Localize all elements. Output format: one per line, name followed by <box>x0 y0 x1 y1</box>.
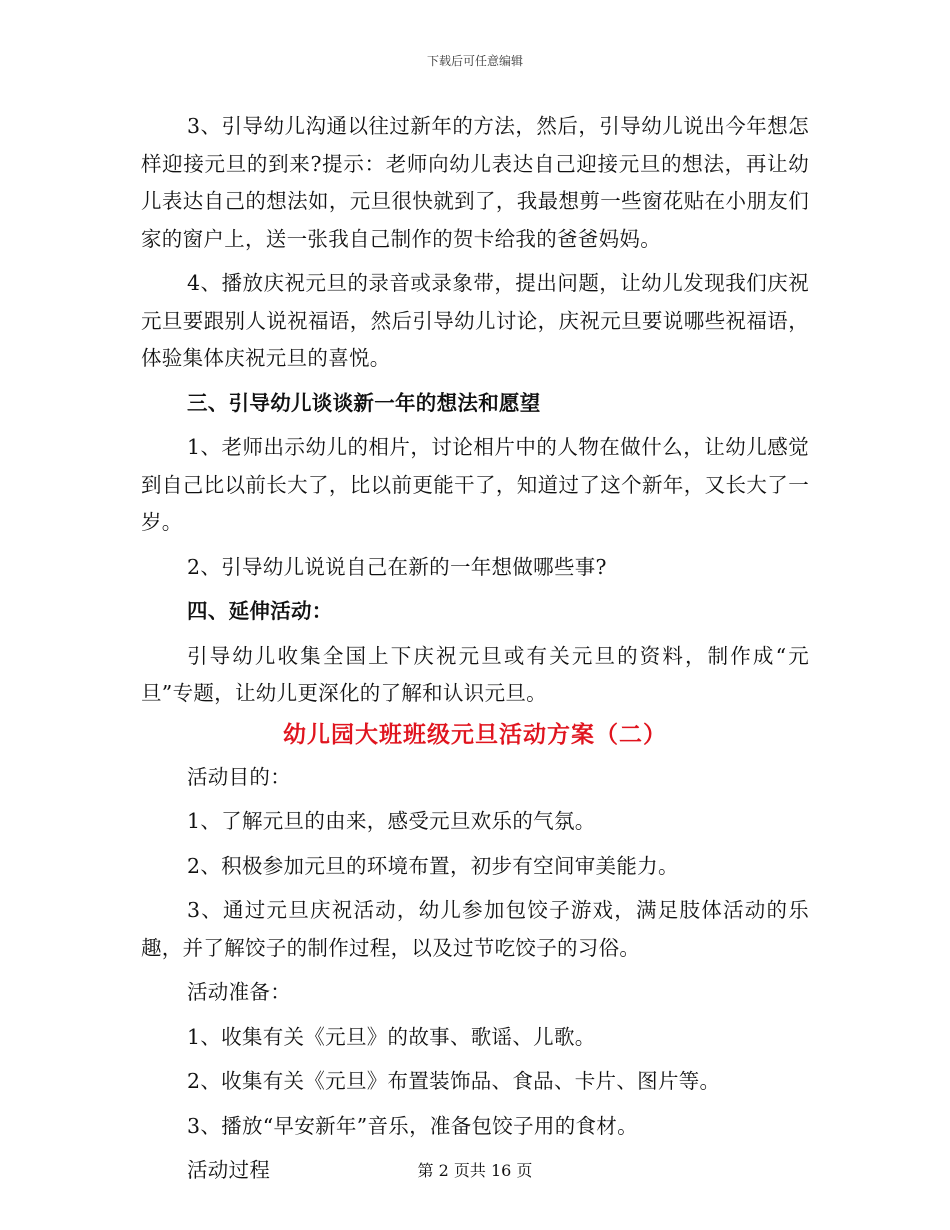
document-title: 幼儿园大班班级元旦活动方案（二） <box>283 720 667 748</box>
paragraph: 1、了解元旦的由来，感受元旦欢乐的气氛。 <box>187 809 596 833</box>
paragraph: 2、收集有关《元旦》布置装饰品、食品、卡片、图片等。 <box>187 1069 721 1093</box>
document-body <box>141 108 809 1197</box>
paragraph: 活动目的： <box>187 764 291 789</box>
paragraph: 2、积极参加元旦的环境布置，初步有空间审美能力。 <box>187 853 679 878</box>
page-footer: 第 2 页共 16 页 <box>417 1161 533 1180</box>
section-heading: 四、延伸活动： <box>187 599 333 623</box>
paragraph: 4、播放庆祝元旦的录音或录象带，提出问题，让幼儿发现我们庆祝元旦要跟别人说祝福语，然后引导幼儿讨论，庆祝元旦要说哪些祝福语，体验集体庆祝元旦的喜悦。 <box>141 271 809 370</box>
section-heading: 三、引导幼儿谈谈新一年的想法和愿望 <box>187 390 541 415</box>
paragraph: 3、通过元旦庆祝活动，幼儿参加包饺子游戏，满足肢体活动的乐趣，并了解饺子的制作过程，以及过节吃饺子的习俗。 <box>141 898 809 960</box>
paragraph: 3、播放“早安新年”音乐，准备包饺子用的食材。 <box>187 1113 638 1138</box>
paragraph: 3、引导幼儿沟通以往过新年的方法，然后，引导幼儿说出今年想怎样迎接元旦的到来?提示：老师向幼儿表达自己迎接元旦的想法，再让幼儿表达自己的想法如，元旦很快就到了，我最想剪一些窗花贴在小朋友们家的窗户上，送一张我自己制作的贺卡给我的爸爸妈妈。 <box>141 114 809 251</box>
paragraph: 引导幼儿收集全国上下庆祝元旦或有关元旦的资料，制作成“元旦”专题，让幼儿更深化的了解和认识元旦。 <box>141 643 809 705</box>
paragraph: 2、引导幼儿说说自己在新的一年想做哪些事? <box>187 554 607 579</box>
paragraph: 活动过程 <box>187 1158 271 1182</box>
paragraph: 1、收集有关《元旦》的故事、歌谣、儿歌。 <box>187 1024 596 1049</box>
paragraph: 活动准备： <box>187 980 291 1004</box>
page-header: 下载后可任意编辑 <box>426 54 523 68</box>
paragraph: 1、老师出示幼儿的相片，讨论相片中的人物在做什么，让幼儿感觉到自己比以前长大了，比以前更能干了，知道过了这个新年，又长大了一岁。 <box>141 435 809 534</box>
